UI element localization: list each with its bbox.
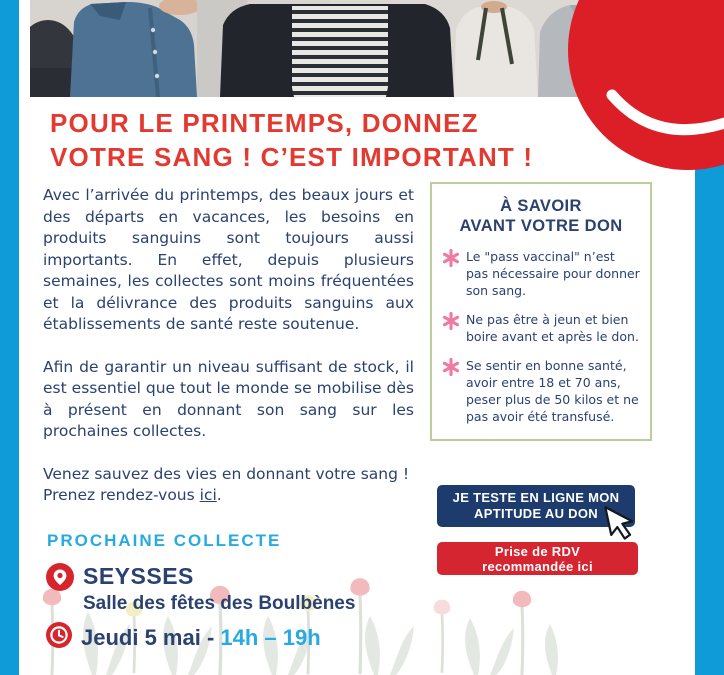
rendez-vous-link[interactable]: ici — [199, 486, 217, 504]
aptitude-button-line1: JE TESTE EN LIGNE MON — [452, 490, 620, 505]
next-collection-heading: PROCHAINE COLLECTE — [47, 531, 282, 550]
intro-paragraph: Avec l’arrivée du printemps, des beaux jours et des départs en vacances, les besoins en produits sanguins sont toujours aussi importants. En effet, depuis plusieurs semaines, les collectes sont moins fréquentées et la délivrance des produits sanguins aux établissements de santé reste soutenue. — [43, 186, 414, 333]
info-item-pass-vaccinal — [442, 248, 640, 299]
collection-date: Jeudi 5 mai - — [81, 624, 221, 650]
page-title-line1: POUR LE PRINTEMPS, DONNEZ — [50, 108, 479, 138]
aptitude-button-line2: APTITUDE AU DON — [474, 506, 598, 521]
page-title-line2: VOTRE SANG ! C’EST IMPORTANT ! — [50, 142, 534, 172]
info-item-a-jeun — [442, 311, 640, 345]
info-box-title-line1: À SAVOIR — [500, 197, 582, 215]
collection-location-row — [46, 563, 355, 616]
info-item-text: Le "pass vaccinal" n’est pas nécessaire pour donner son sang. — [466, 249, 640, 298]
collection-hours: 14h – 19h — [220, 624, 321, 650]
info-item-text: Ne pas être à jeun et bien boire avant et après le don. — [466, 312, 639, 344]
pink-asterisk-icon — [442, 358, 460, 380]
cta-line1: Venez sauvez des vies en donnant votre sang ! — [43, 464, 410, 483]
location-pin-icon — [46, 563, 74, 596]
cta-paragraph — [43, 464, 414, 507]
rdv-button-line2: recommandée ici — [482, 558, 593, 574]
efs-smiley-logo-icon — [568, 0, 724, 170]
article-column — [43, 185, 414, 507]
online-aptitude-test-button[interactable] — [437, 485, 635, 527]
pink-asterisk-icon — [442, 249, 460, 271]
pink-asterisk-icon — [442, 312, 460, 334]
left-border-stripe — [0, 0, 19, 675]
before-donation-info-box — [430, 182, 652, 441]
stock-paragraph: Afin de garantir un niveau suffisant de stock, il est essentiel que tout le monde se mobilise dès à présent en donnant son sang sur les prochaines collectes. — [43, 357, 414, 440]
cta-prefix: Prenez rendez-vous — [43, 486, 200, 504]
rdv-recommande-button[interactable] — [437, 542, 638, 575]
collection-time-row — [46, 622, 321, 653]
info-item-sante — [442, 357, 640, 425]
info-item-text: Se sentir en bonne santé, avoir entre 18 et 70 ans, peser plus de 50 kilos et ne pas avoir été transfusé. — [466, 358, 639, 424]
collection-city: SEYSSES — [83, 563, 194, 589]
collection-datetime — [81, 625, 321, 651]
location-text — [83, 563, 355, 616]
page-title — [50, 106, 533, 174]
header-photo — [30, 0, 640, 97]
mouse-cursor-icon — [605, 502, 639, 544]
clock-icon — [46, 622, 72, 653]
cta-suffix: . — [216, 486, 222, 504]
rdv-button-line1: Prise de RDV — [494, 543, 581, 559]
collection-venue: Salle des fêtes des Boulbènes — [83, 593, 356, 614]
info-box-title-line2: AVANT VOTRE DON — [459, 217, 623, 235]
info-box-title — [442, 196, 640, 236]
